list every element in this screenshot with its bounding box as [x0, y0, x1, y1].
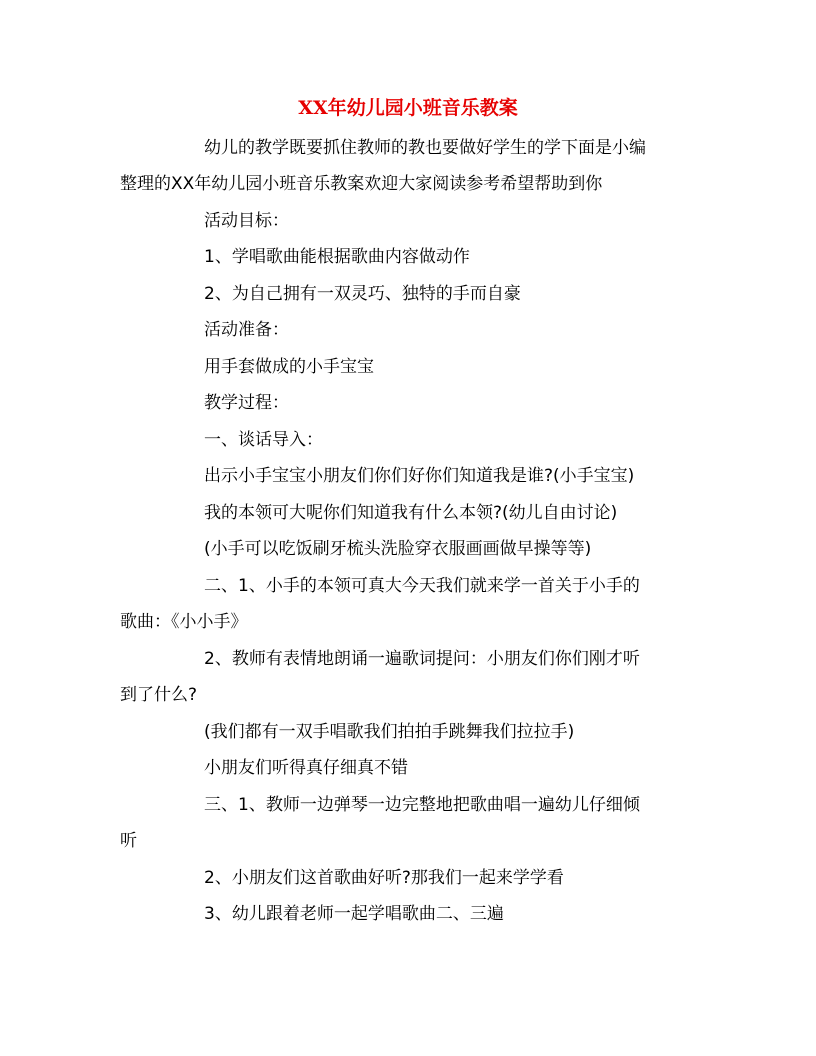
list-item: 2、为自己拥有一双灵巧、独特的手而自豪 [204, 284, 521, 304]
paragraph-line: (小手可以吃饭刷牙梳头洗脸穿衣服画画做早操等等) [204, 539, 592, 559]
paragraph-line: 幼儿的教学既要抓住教师的教也要做好学生的学下面是小编 [204, 138, 646, 158]
section-heading: 教学过程： [204, 393, 289, 413]
paragraph-line: 到了什么? [120, 685, 198, 705]
list-item: 1、学唱歌曲能根据歌曲内容做动作 [204, 247, 470, 267]
paragraph-line: 听 [120, 831, 137, 851]
section-heading: 活动准备： [204, 320, 289, 340]
paragraph-line: 3、幼儿跟着老师一起学唱歌曲二、三遍 [204, 904, 504, 924]
paragraph-line: 我的本领可大呢你们知道我有什么本领?(幼儿自由讨论) [204, 503, 618, 523]
paragraph-line: 2、小朋友们这首歌曲好听?那我们一起来学学看 [204, 868, 564, 888]
paragraph-line: 出示小手宝宝小朋友们你们好你们知道我是谁?(小手宝宝) [204, 466, 635, 486]
paragraph-line: 2、教师有表情地朗诵一遍歌词提问：小朋友们你们刚才听 [204, 649, 640, 669]
paragraph-line: 三、1、教师一边弹琴一边完整地把歌曲唱一遍幼儿仔细倾 [204, 795, 640, 815]
paragraph-line: 二、1、小手的本领可真大今天我们就来学一首关于小手的 [204, 576, 640, 596]
paragraph-line: 小朋友们听得真仔细真不错 [204, 758, 408, 778]
document-title: XX年幼儿园小班音乐教案 [298, 97, 518, 119]
paragraph-line: 用手套做成的小手宝宝 [204, 357, 374, 377]
section-heading: 活动目标： [204, 211, 289, 231]
section-heading: 一、谈话导入： [204, 430, 323, 450]
paragraph-line: 歌曲：《小小手》 [120, 612, 248, 632]
paragraph-line: 整理的XX年幼儿园小班音乐教案欢迎大家阅读参考希望帮助到你 [120, 174, 603, 194]
paragraph-line: (我们都有一双手唱歌我们拍拍手跳舞我们拉拉手) [204, 722, 575, 742]
